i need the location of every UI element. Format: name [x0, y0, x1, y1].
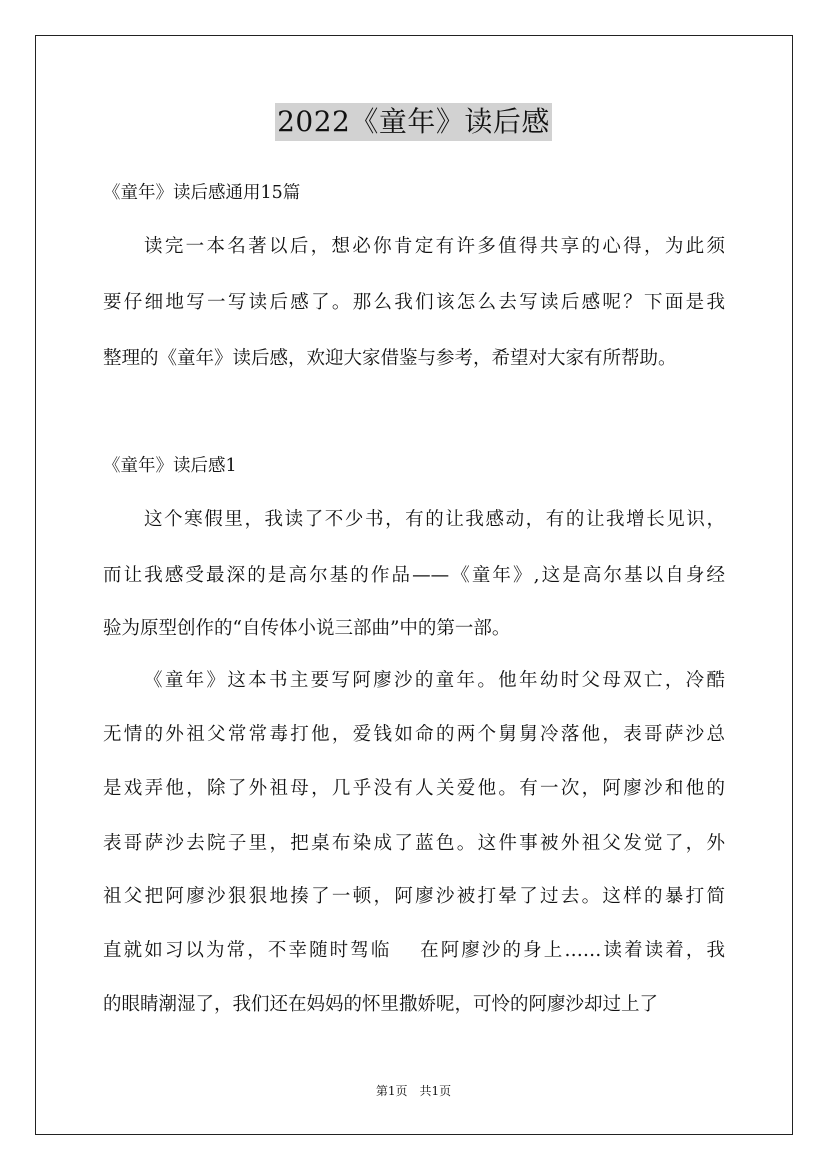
paragraph-line: 无情的外祖父常常毒打他，爱钱如命的两个舅舅冷落他，表哥萨沙总	[103, 724, 725, 745]
intro-line: 整理的《童年》读后感，欢迎大家借鉴与参考，希望对大家有所帮助。	[103, 348, 677, 369]
document-subtitle: 《童年》读后感通用15篇	[103, 183, 301, 203]
paragraph-line: 祖父把阿廖沙狠狠地揍了一顿，阿廖沙被打晕了过去。这样的暴打简	[103, 886, 725, 907]
page-footer: 第1页 共1页	[375, 1084, 452, 1098]
document-title: 2022《童年》读后感	[275, 103, 552, 141]
title-container	[0, 103, 827, 141]
section-heading: 《童年》读后感1	[103, 456, 237, 476]
paragraph-line: 表哥萨沙去院子里，把桌布染成了蓝色。这件事被外祖父发觉了，外	[103, 833, 725, 854]
intro-line: 读完一本名著以后，想必你肯定有许多值得共享的心得，为此须	[144, 236, 725, 257]
paragraph-line: 这个寒假里，我读了不少书，有的让我感动，有的让我增长见识，	[144, 509, 725, 530]
intro-line: 要仔细地写一写读后感了。那么我们该怎么去写读后感呢？下面是我	[103, 292, 725, 313]
paragraph-line: 直就如习以为常，不幸随时驾临 在阿廖沙的身上……读着读着，我	[103, 940, 725, 961]
paragraph-line: 验为原型创作的“自传体小说三部曲”中的第一部。	[103, 618, 511, 639]
paragraph-line: 《童年》这本书主要写阿廖沙的童年。他年幼时父母双亡，冷酷	[144, 670, 725, 691]
paragraph-line: 的眼睛潮湿了，我们还在妈妈的怀里撒娇呢，可怜的阿廖沙却过上了	[103, 994, 659, 1015]
paragraph-line: 是戏弄他，除了外祖母，几乎没有人关爱他。有一次，阿廖沙和他的	[103, 778, 725, 799]
paragraph-line: 而让我感受最深的是高尔基的作品——《童年》,这是高尔基以自身经	[103, 565, 725, 586]
